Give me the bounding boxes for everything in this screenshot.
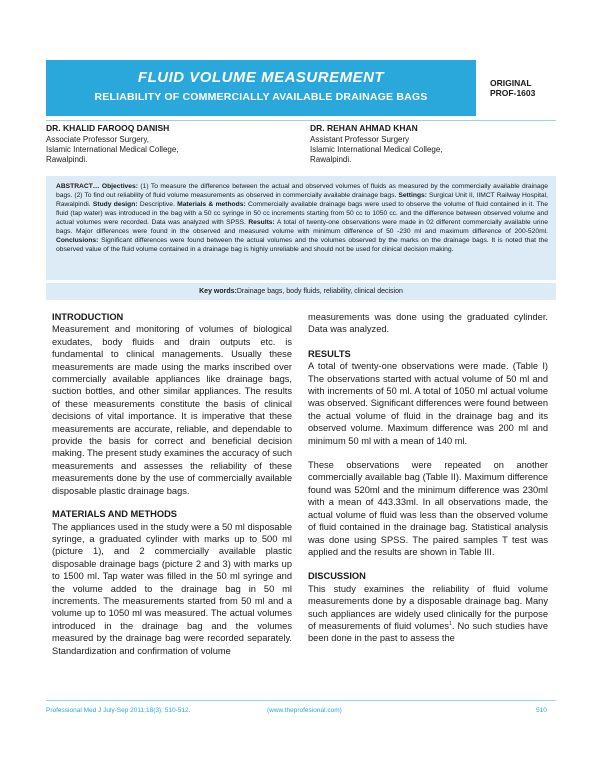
article-type-label — [490, 78, 535, 98]
abstract-results: A total of twenty-one observations were made in 02 different commercially available urine bags. Major differences were found in the observed and measured volume with minimum difference of 50 -230 ml and maximum difference of 200-520ml. — [56, 219, 548, 235]
footer-divider — [46, 700, 556, 701]
author-affiliation-line: Islamic International Medical College, — [46, 145, 179, 154]
section-heading-introduction: INTRODUCTION — [52, 312, 124, 322]
keywords-bar — [46, 283, 556, 300]
author-affiliation-line: Rawalpindi. — [310, 155, 352, 164]
citation-reference: 1 — [449, 620, 452, 627]
author-affiliation-line: Islamic International Medical College, — [310, 145, 443, 154]
abstract-design: Descriptive. — [137, 201, 175, 208]
results-paragraph-2: These observations were repeated on another commercially available bag (Table II). Maximum difference found was 520ml and the minimum difference was 230ml with a mean of 443.33ml. In all observations made, the actual volume of fluid was less than the observed volume of fluid contained in the drainage bag. Statistical analysis was done using SPSS. The paired samples T test was applied and the results are shown in Table III. — [308, 460, 548, 557]
discussion-text-end: . No such studies have been done in the past to assess the — [308, 620, 548, 644]
section-heading-results: RESULTS — [308, 348, 351, 359]
results-paragraph-1: A total of twenty-one observations were made. (Table I) The observations started with actual volume of 50 ml and with increments of 50 ml. A total of 1050 ml actual volume was observed. Significant differences were found between the actual volume of fluid in the drainage bag and its observed volume. Maximum difference was 200 ml and minimum 50 ml with a mean of 140 ml. — [308, 361, 548, 446]
article-title: FLUID VOLUME MEASUREMENT — [137, 69, 385, 86]
abstract-lead: ABSTRACT… Objectives: — [56, 183, 138, 190]
discussion-text-main: This study examines the reliability of fluid volume measurements done by a disposable drainage bag. Many such appliances are widely used clinically for the purpose of measurements of fluid volumes — [308, 583, 548, 631]
footer-website: (www.theprofesional.com) — [267, 707, 342, 714]
methods-continued-text: measurements was done using the graduated cylinder. Data was analyzed. — [308, 312, 548, 335]
methods-text: The appliances used in the study were a 50 ml disposable syringe, a graduated cylinder with marks up to 500 ml (picture 1), and 2 commercially available plastic disposable drainage bags (picture 2 and 3) with marks up to 1500 ml. Tap water was filled in the 50 ml syringe and the volume added to the drainage bag in 50 ml increments. The measurements started from 50 ml and a volume up to 1050 ml was measured. The actual volumes introduced in the drainage bag and the volumes measured by the drainage bag were recorded separately. Standardization and confirmation of volume — [52, 521, 292, 656]
author-affiliation-line: Assistant Professor Surgery — [310, 135, 410, 144]
footer-journal: Professional Med J July-Sep 2011;18(3): 510-512. — [46, 707, 191, 714]
abstract-methods-label: Materials & methods: — [174, 201, 246, 208]
abstract-conclusions: Significant differences were found between the actual volumes and the volumes observed by the marks on the drainage bags. It is noted that the observed value of the fluid volume contained in a drainage bag is highly unreliable and should not be used for clinical decision making. — [56, 237, 548, 253]
page-number: 510 — [536, 707, 547, 714]
title-banner — [46, 60, 476, 116]
author-name: DR. KHALID FAROOQ DANISH — [46, 123, 170, 133]
introduction-text: Measurement and monitoring of volumes of biological exudates, body fluids and drain outputs etc. is fundamental to clinical managements. Usually these measurements are made using the marks inscribed over commercially available appliances like drainage bags, suction bottles, and other similar appliances. The results of these measurements constitute the basis of clinical decisions of vital importance. It is imperative that these measurements are accurate, reliable, and dependable to provide the basis for correct and beneficial decision making. The present study examines the accuracy of such measurements and assesses the reliability of these measurements done by the use of commercially available disposable plastic drainage bags. — [52, 324, 292, 496]
divider — [46, 120, 556, 121]
right-column — [308, 311, 548, 645]
article-code: PROF-1603 — [490, 88, 536, 98]
abstract-results-label: Results: — [245, 219, 275, 226]
keywords-label: Key words: — [199, 288, 237, 295]
abstract-conclusions-label: Conclusions: — [56, 237, 99, 244]
abstract-methods: Commercially available drainage bags were used to observe the volume of fluid contained in it. The fluid (tap water) was introduced in the bag with a 50 cc syringe in 50 cc increments starting from 50 cc to 1050 cc. and the difference between observed volume and actual volumes were recorded. Data was analyzed with SPSS. — [56, 201, 548, 226]
section-heading-methods: MATERIALS AND METHODS — [52, 509, 177, 520]
abstract-settings-label: Settings: — [396, 192, 427, 199]
abstract-objectives: (1) To measure the difference between the actual and observed volumes of fluids as measured by the commercially available drainage bags. (2) To find out reliability of fluid volume measurements as observed in commercially available drainage bags. — [56, 183, 548, 199]
keywords-text: Drainage bags, body fluids, reliability, clinical decision — [236, 288, 403, 295]
article-subtitle: RELIABILITY OF COMMERCIALLY AVAILABLE DRAINAGE BAGS — [94, 91, 428, 103]
left-column — [52, 311, 292, 657]
section-heading-discussion: DISCUSSION — [308, 571, 366, 582]
abstract-design-label: Study design: — [90, 201, 138, 208]
abstract-settings: Surgical Unit II, IIMCT Railway Hospital, Rawalpindi. — [56, 192, 548, 208]
author-affiliation-line: Rawalpindi. — [46, 155, 88, 164]
author-name: DR. REHAN AHMAD KHAN — [310, 123, 418, 133]
author-block-1 — [46, 123, 179, 165]
abstract-box — [46, 176, 556, 280]
original-label: ORIGINAL — [490, 78, 532, 88]
author-affiliation-line: Associate Professor Surgery, — [46, 135, 150, 144]
discussion-text — [308, 583, 548, 645]
author-block-2 — [310, 123, 443, 165]
